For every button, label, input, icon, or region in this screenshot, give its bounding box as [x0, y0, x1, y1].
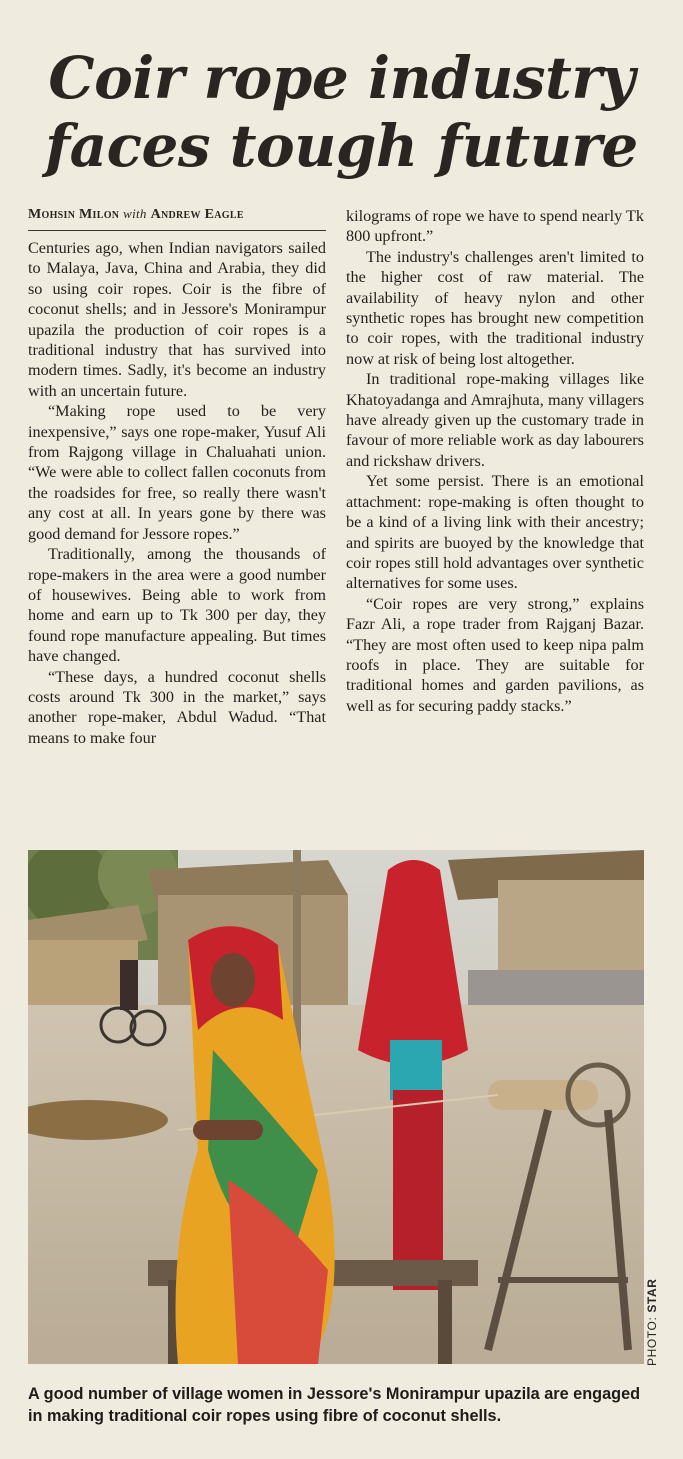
- article-column-2: [346, 206, 644, 716]
- photo-credit-source: STAR: [645, 1278, 659, 1313]
- byline-author: Mohsin Milon: [28, 207, 120, 222]
- paragraph: Traditionally, among the thousands of rope-makers in the area were a good number of housewives. Being able to work from home and earn up to Tk 300 per day, they found rope manufacture appealing. But times have changed.: [28, 545, 326, 666]
- paragraph: In traditional rope-making villages like Khatoyadanga and Amrajhuta, many villagers have already given up the customary trade in favour of more reliable work as day labourers and rickshaw drivers.: [346, 370, 644, 470]
- photo-credit-prefix: PHOTO:: [645, 1312, 659, 1366]
- headline-line-1: Coir rope industry: [48, 44, 635, 112]
- byline: [28, 206, 326, 231]
- paragraph: kilograms of rope we have to spend nearly Tk 800 upfront.”: [346, 207, 644, 246]
- byline-coauthor: Andrew Eagle: [150, 207, 244, 222]
- article-photo: [28, 850, 644, 1364]
- photo-credit: [645, 1246, 665, 1366]
- byline-with: with: [123, 206, 147, 221]
- article-column-1: [28, 238, 326, 748]
- paragraph: Yet some persist. There is an emotional attachment: rope-making is often thought to be a kind of a living link with their ancestry; and spirits are buoyed by the knowledge that coir ropes still hold advantages over synthetic alternatives for some uses.: [346, 472, 644, 593]
- headline-line-2: faces tough future: [45, 112, 638, 180]
- photo-illustration: [28, 850, 644, 1364]
- headline: [20, 44, 663, 180]
- paragraph: “Making rope used to be very inexpensive,” says one rope-maker, Yusuf Ali from Rajgong village in Chaluahati union. “We were able to collect fallen coconuts from the roadsides for free, so really there wasn't any cost at all. In years gone by there was good demand for Jessore ropes.”: [28, 402, 326, 543]
- paragraph: “Coir ropes are very strong,” explains Fazr Ali, a rope trader from Rajganj Bazar. “They are most often used to keep nipa palm roofs in place. They are suitable for traditional homes and garden pavilions, as well as for securing paddy stacks.”: [346, 594, 644, 715]
- photo-caption: A good number of village women in Jessore's Monirampur upazila are engaged in making traditional coir ropes using fibre of coconut shells.: [28, 1385, 641, 1425]
- paragraph: Centuries ago, when Indian navigators sailed to Malaya, Java, China and Arabia, they did so using coir ropes. Coir is the fibre of coconut shells; and in Jessore's Monirampur upazila the production of coir ropes is a traditional industry that has survived into modern times. Sadly, it's become an industry with an uncertain future.: [28, 239, 326, 400]
- paragraph: “These days, a hundred coconut shells costs around Tk 300 in the market,” says another rope-maker, Abdul Wadud. “That means to make four: [28, 667, 326, 747]
- paragraph: The industry's challenges aren't limited to the higher cost of raw material. The availability of heavy nylon and other synthetic ropes has brought new competition to coir ropes, with the traditional industry now at risk of being lost altogether.: [346, 247, 644, 368]
